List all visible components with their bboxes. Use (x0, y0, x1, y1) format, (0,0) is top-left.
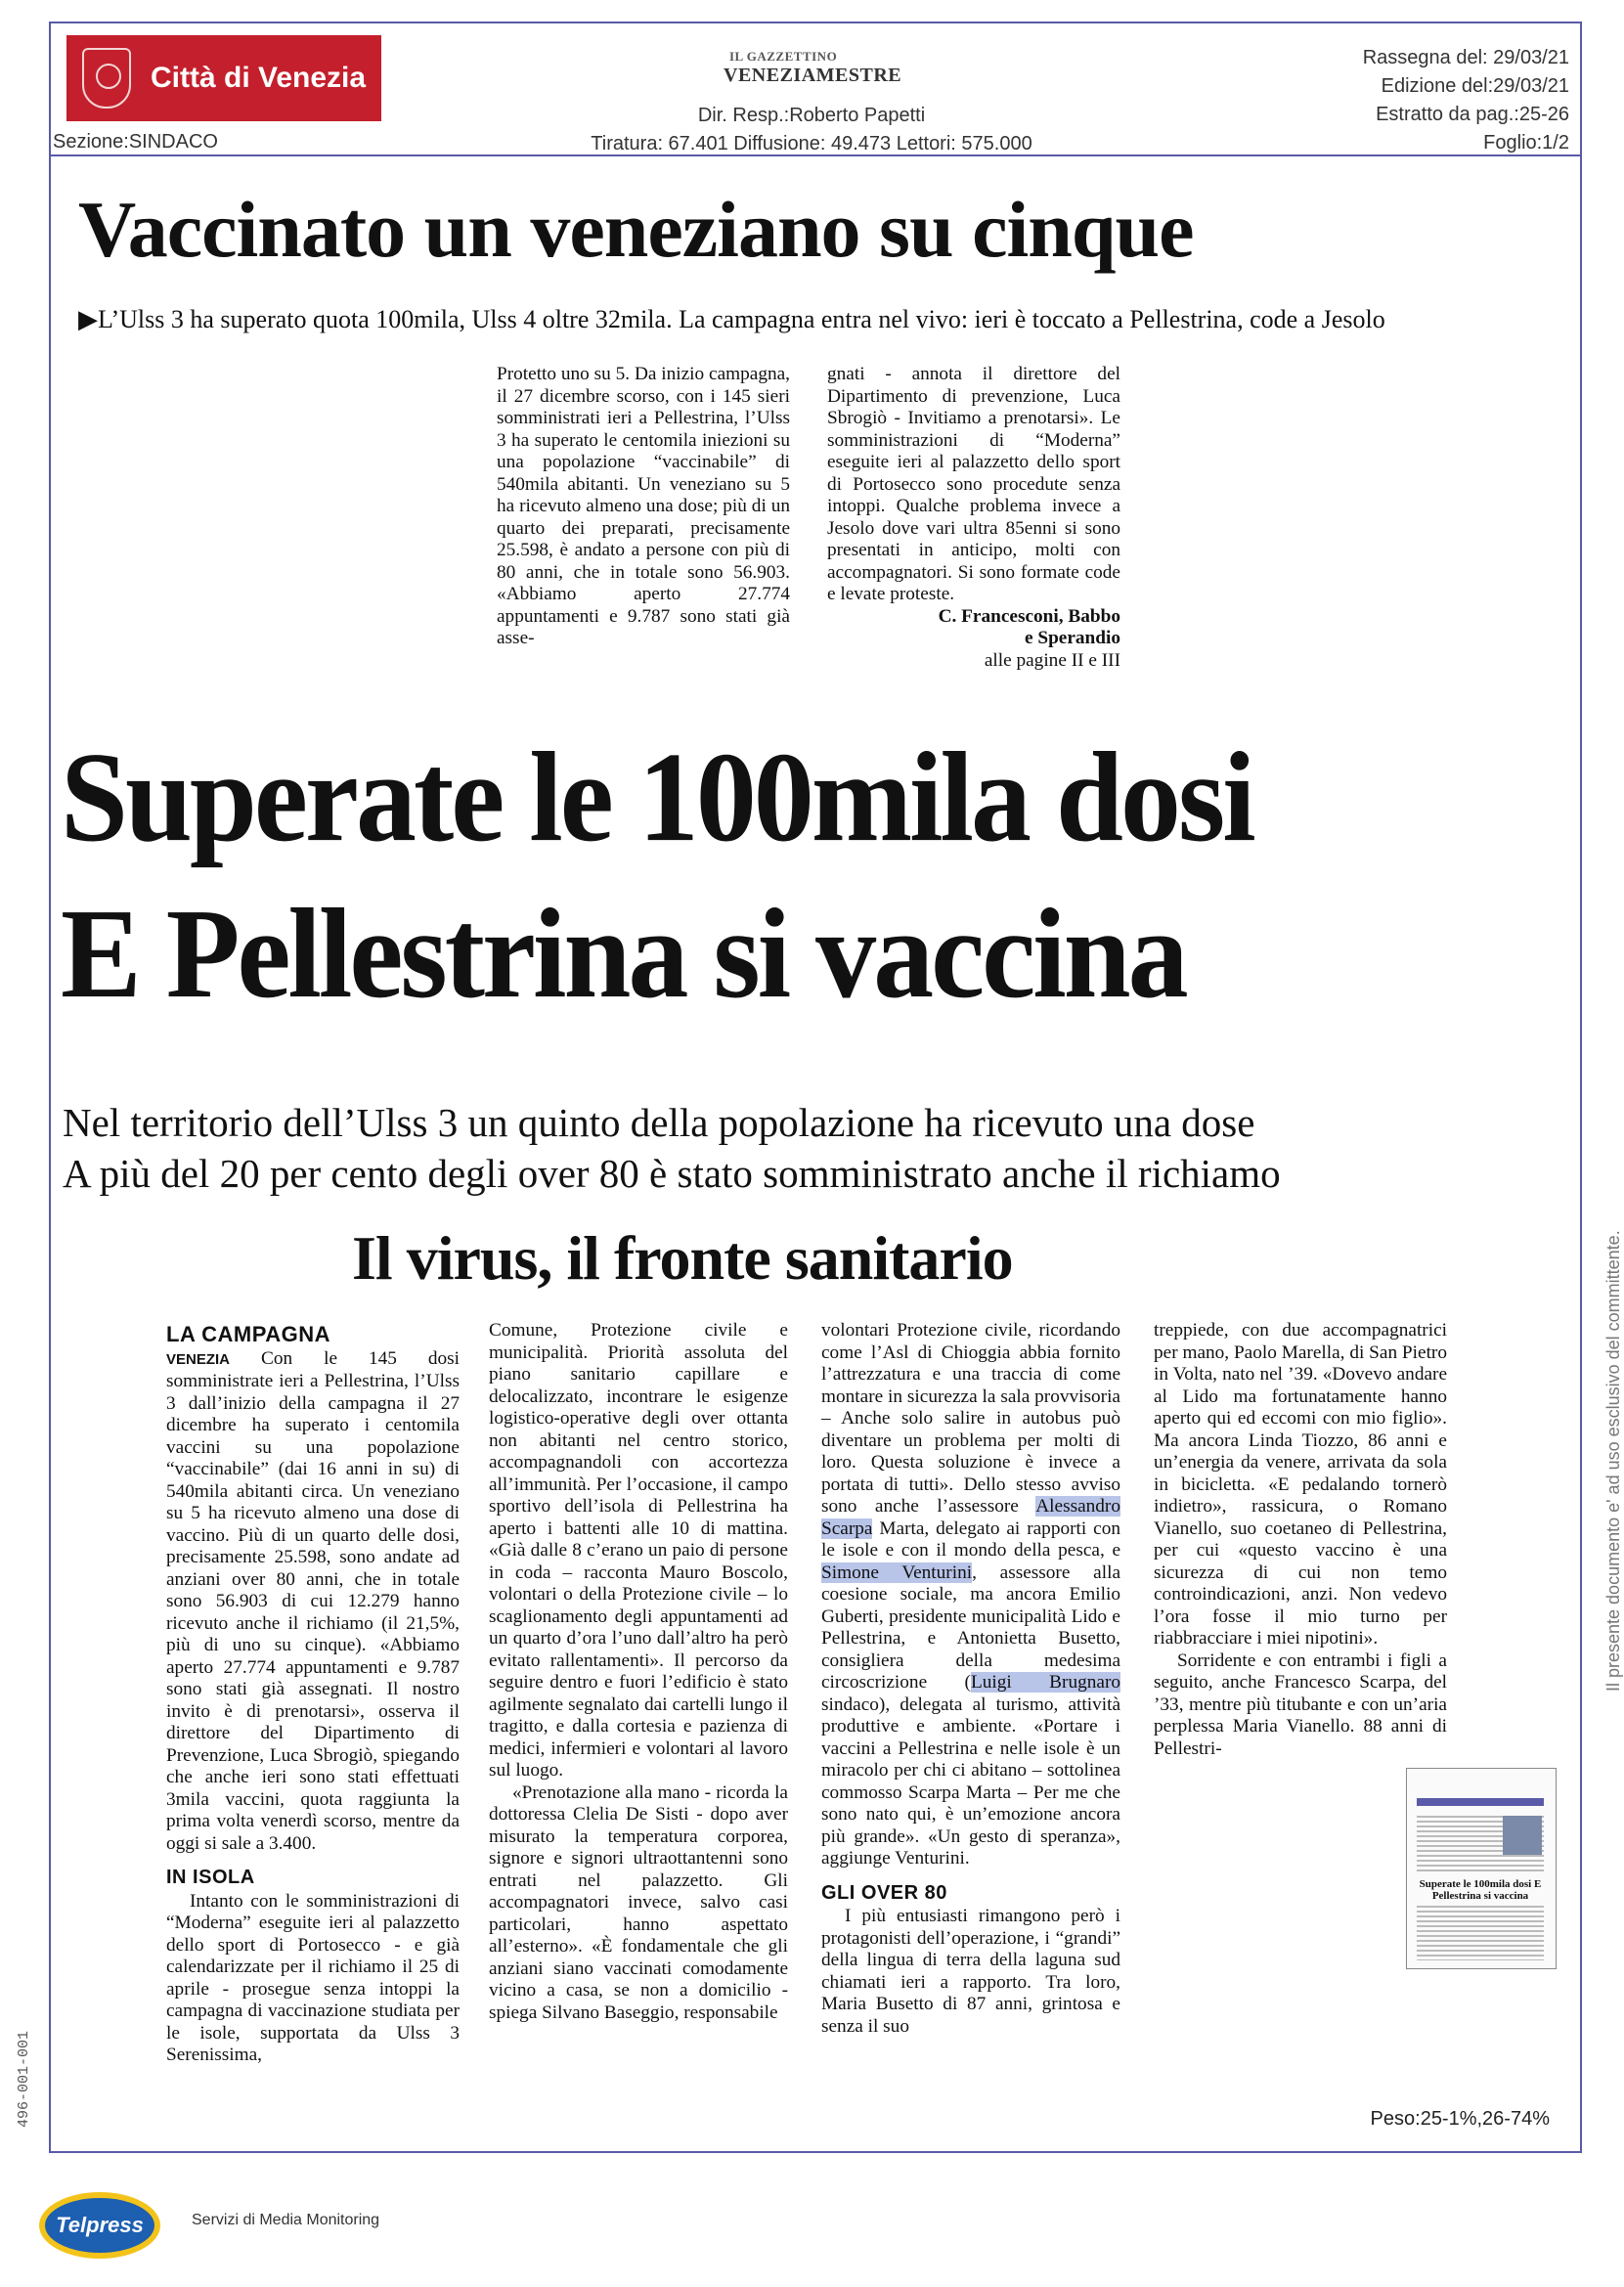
article2-c2-p2: «Prenotazione alla mano - ricorda la dottoressa Clelia De Sisti - dopo aver misurato la temperatura corporea, signore e signori ultraottantenni sono entrati nel palazzetto. Gli accompagnatori invece, salvo casi particolari, hanno aspettato all’esterno». «È fondamentale che gli anziani siano vaccinati comodamente vicino a casa, se non a domicilio - spiega Silvano Baseggio, responsabile (489, 1781, 788, 2023)
publication-meta (469, 102, 1154, 158)
edizione-date: Edizione del:29/03/21 (1381, 75, 1569, 97)
article2-c4-p1: treppiede, con due accompagnatrici per mano, Paolo Marella, di San Pietro in Volta, nato nel ’39. «Dovevo andare al Lido ma fortunatamente hanno aperto qui ed eccomi con mio figlio». Ma ancora Linda Tiozzo, 86 anni e un’energia da venere, arrivata da sola in bicicletta. «E pedalando tornerò indietro», rassicura, o Romano Vianello, suo coetaneo di Pellestrina, per cui «questo vaccino è una sicurezza di cui non temo controindicazioni, anzi. Non vedevo l’ora fosse il mio turno per riabbracciare i miei nipotini». (1154, 1320, 1447, 1649)
article2-column-3 (821, 1320, 1120, 2038)
article1-column-2 (827, 364, 1120, 672)
publication-masthead (724, 49, 901, 87)
c3-text-b: Marta, delegato ai rapporti con le isole e con il mondo della pesca, e (821, 1517, 1120, 1561)
disclaimer-vertical: Il presente documento e' ad uso esclusivo del committente. (1603, 1230, 1623, 1692)
thumbnail-bar (1417, 1798, 1544, 1806)
director: Dir. Resp.:Roberto Papetti (697, 105, 926, 126)
estratto-pages: Estratto da pag.:25-26 (1376, 104, 1569, 125)
headline-superate: Superate le 100mila dosi (61, 726, 1253, 868)
c3-text-a: volontari Protezione civile, ricordando come l’Asl di Chioggia abbia fornito l’attrezzatura e una traccia di come montare in sicurezza la sala provvisoria – Anche solo salire in autobus può diventare un problema per molti di loro. Questa soluzione è invece a portata di tutti». Dello stesso avviso sono anche l’assessore (821, 1320, 1120, 1517)
circulation: Tiratura: 67.401 Diffusione: 49.473 Lettori: 575.000 (591, 133, 1032, 154)
subhead-in-isola: IN ISOLA (166, 1867, 255, 1888)
signature-line-2: e Sperandio (1024, 628, 1120, 648)
article1-col2-text: gnati - annota il direttore del Dipartimento di prevenzione, Luca Sbrogiò - Invitiamo a prenotarsi». Le somministrazioni di “Moderna” eseguite ieri al palazzetto dello sport di Portosecco sono procedute senza intoppi. Qualche problema invece a Jesolo dove vari ultra 85enni si sono presentati in anticipo, molti con accompagnatori. Si sono formate code e levate proteste. (827, 364, 1120, 604)
deck-line-1: Nel territorio dell’Ulss 3 un quinto della popolazione ha ricevuto una dose (63, 1100, 1255, 1145)
subhead-ulss: ▶L’Ulss 3 ha superato quota 100mila, Ulss 4 oltre 32mila. La campagna entra nel vivo: ieri è toccato a Pellestrina, code a Jesolo (78, 305, 1385, 333)
servizi-label: Servizi di Media Monitoring (192, 2212, 380, 2228)
document-code: 496-001-001 (16, 2030, 32, 2128)
citta-di-venezia-logo (66, 35, 381, 121)
thumbnail-headline: Superate le 100mila dosi E Pellestrina si vaccina (1419, 1878, 1542, 1902)
highlight-simone-venturini: Simone Venturini (821, 1561, 973, 1583)
article2-c4-p2: Sorridente e con entrambi i figli a seguito, anche Francesco Scarpa, del ’33, mentre più titubante e con un’aria perplessa Maria Vianello. 88 anni di Pellestri- (1154, 1649, 1447, 1759)
article2-c2-p1: Comune, Protezione civile e municipalità. Priorità assoluta del piano sanitario capillare e delocalizzato, incontrare le esigenze logistico-operative degli over ottanta non abitanti nel centro storico, accompagnandoli con accortezza all’immunità. Per l’occasione, il campo sportivo dell’isola di Pellestrina ha aperto i battenti alle 10 di mattina. «Già dalle 8 c’erano un paio di persone in coda – racconta Mauro Boscolo, volontari o della Protezione civile – lo scaglionamento degli appuntamenti ad un quarto d’ora l’uno dall’altro ha però evitato rallentamenti». Il percorso da seguire dentro e fuori l’edificio è stato agilmente segnalato dai cartelli lungo il tragitto, e dalla cortesia e pazienza di medici, infermieri e volontari al lavoro sul luogo. (489, 1320, 788, 1781)
subhead-over-80: GLI OVER 80 (821, 1881, 947, 1904)
article2-c3-p2: I più entusiasti rimangono però i protagonisti dell’operazione, i “grandi” della lingua di terra della laguna sud chiamati ieri a rapporto. Tra loro, Maria Busetto di 87 anni, grintosa e senza il suo (821, 1906, 1120, 2037)
c3-text-d: sindaco), delegata al turismo, attività produttive e ambiente. «Portare i vaccini a Pellestrina e nelle isole è un miracolo per chi ci abitano – sottolinea commosso Scarpa Marta – Per me che sono nato qui, è un’emozione ancora più grande». «Un gesto di speranza», aggiunge Venturini. (821, 1693, 1120, 1869)
dateline-city: VENEZIA (166, 1350, 231, 1368)
article2-column-4 (1154, 1320, 1447, 1760)
foglio: Foglio:1/2 (1483, 132, 1569, 154)
article2-column-1 (166, 1324, 460, 2067)
thumbnail-text-block-2 (1417, 1906, 1544, 1960)
telpress-logo: Telpress (45, 2198, 154, 2253)
logo-text: Città di Venezia (151, 62, 367, 94)
page-reference: alle pagine II e III (984, 649, 1120, 671)
subhead-campagna: LA CAMPAGNA (166, 1322, 331, 1346)
page-thumbnail (1406, 1768, 1557, 1969)
sezione-label: Sezione:SINDACO (53, 131, 218, 153)
headline-pellestrina: E Pellestrina si vaccina (61, 882, 1186, 1025)
c3-text-c: , assessore alla coesione sociale, ma ancora Emilio Guberti, presidente municipalità Lido e Pellestrina, e Antonietta Busetto, consigliera della medesima circoscrizione ( (821, 1561, 1120, 1693)
review-meta (1363, 44, 1569, 157)
article1-column-1 (497, 364, 790, 650)
article2-c1-p1 (166, 1348, 460, 1856)
publication-top: IL GAZZETTINO (729, 49, 838, 64)
highlight-alessandro-scarpa: Alessandro Scarpa (821, 1496, 1120, 1539)
highlight-luigi-brugnaro: Luigi Brugnaro (970, 1672, 1121, 1693)
article2-column-2 (489, 1320, 788, 2024)
thumbnail-photo (1503, 1816, 1542, 1855)
article2-c3-p1 (821, 1320, 1120, 1870)
signature-line-1: C. Francesconi, Babbo (938, 605, 1120, 627)
article1-col1-text: Protetto uno su 5. Da inizio campagna, il 27 dicembre scorso, con i 145 sieri somministrati ieri a Pellestrina, l’Ulss 3 ha superato le centomila iniezioni su una popolazione “vaccinabile” di 540mila abitanti. Un veneziano su 5 ha ricevuto almeno una dose; più di un quarto dei preparati, precisamente 25.598, è andato a persone con più di 80 anni, che in totale sono 56.903. «Abbiamo aperto 27.774 appuntamenti e 9.787 sono stati già asse- (497, 364, 790, 648)
article2-c1-p2: Intanto con le somministrazioni di “Moderna” eseguite ieri al palazzetto dello sport di Portosecco - e già calendarizzate per il richiamo il 25 di aprile - prosegue senza intoppi la campagna di vaccinazione studiata per le isole, supportata da Ulss 3 Serenissima, (166, 1890, 460, 2065)
kicker-virus: Il virus, il fronte sanitario (352, 1223, 1013, 1293)
headline-vaccinato: Vaccinato un veneziano su cinque (78, 185, 1194, 274)
venice-crest-icon (82, 48, 131, 109)
article2-c1-p1-text: Con le 145 dosi somministrate ieri a Pellestrina, l’Ulss 3 dall’inizio della campagna il 27 dicembre ha superato i centomila vaccini su una popolazione “vaccinabile” (dai 16 anni in su) di 540mila abitanti circa. Un veneziano su 5 ha ricevuto almeno una dose di vaccino. Più di un quarto delle dosi, precisamente 25.598, sono andate ad anziani over 80 anni, che in totale sono 56.903 di cui 12.279 hanno ricevuto anche il richiamo (il 21,5%, più di uno su cinque). «Abbiamo aperto 27.774 appuntamenti e 9.787 sono stati già assegnati. Il nostro invito è di prenotarsi», osserva il direttore del Dipartimento di Prevenzione, Luca Sbrogiò, spiegando che anche ieri sono stati effettuati 3mila vaccini, quota raggiunta la prima volta venerdì scorso, mentre da oggi si sale a 3.400. (166, 1347, 460, 1854)
deck-line-2: A più del 20 per cento degli over 80 è stato somministrato anche il richiamo (63, 1151, 1281, 1196)
peso-label: Peso:25-1%,26-74% (1370, 2108, 1550, 2130)
publication-bottom: VENEZIAMESTRE (724, 65, 902, 86)
rassegna-date: Rassegna del: 29/03/21 (1362, 47, 1569, 68)
